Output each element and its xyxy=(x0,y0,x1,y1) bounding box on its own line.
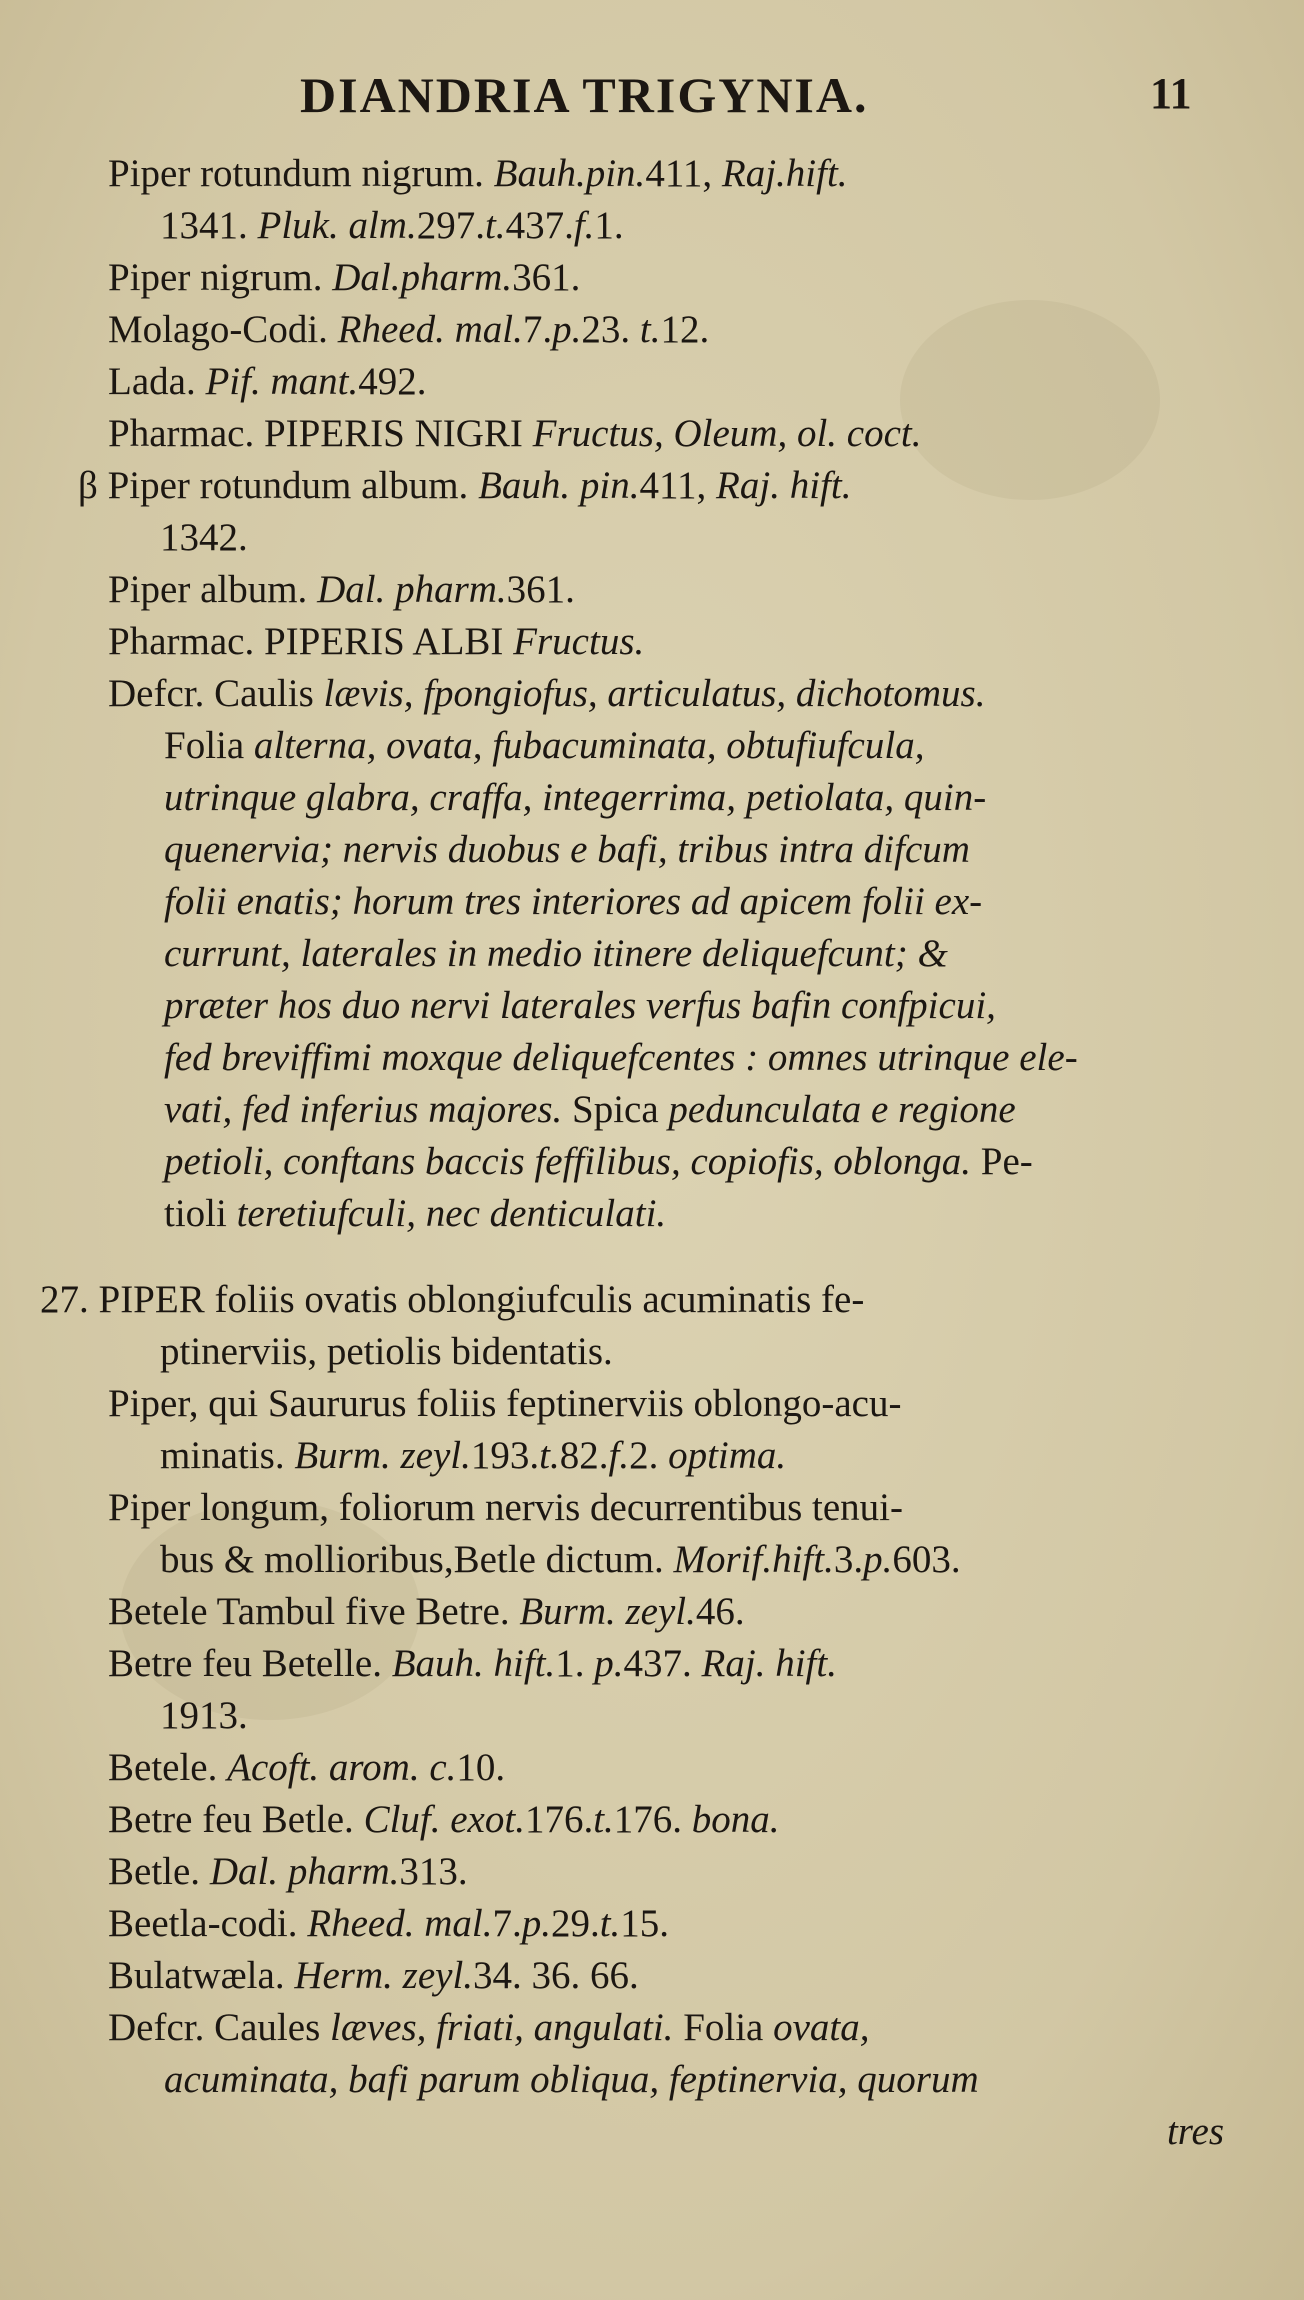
italic-text: ovata, xyxy=(773,2006,870,2049)
text-line xyxy=(0,1950,1304,2002)
roman-text: minatis. xyxy=(160,1434,295,1477)
italic-text: præter hos duo nervi laterales verfus bafin confpicui, xyxy=(164,984,996,1027)
italic-text: læves, friati, angulati. xyxy=(330,2006,684,2049)
text-line xyxy=(0,772,1304,824)
italic-text: f. xyxy=(608,1434,630,1477)
page-header xyxy=(0,60,1304,130)
text-line xyxy=(0,1084,1304,1136)
italic-text: Bauh. pin. xyxy=(478,464,640,507)
roman-text: 15. xyxy=(620,1902,670,1945)
italic-text: quenervia; nervis duobus e bafi, tribus intra difcum xyxy=(164,828,970,871)
text-line xyxy=(0,1690,1304,1742)
text-line xyxy=(0,1136,1304,1188)
text-line xyxy=(0,1326,1304,1378)
roman-text: Piper album. xyxy=(108,568,318,611)
page-number: 11 xyxy=(1150,69,1192,118)
roman-text: Pharmac. PIPERIS ALBI xyxy=(108,620,514,663)
roman-text: Piper nigrum. xyxy=(108,256,333,299)
roman-text: Betele Tambul five Betre. xyxy=(108,1590,520,1633)
text-line xyxy=(0,356,1304,408)
italic-text: lævis, fpongiofus, articulatus, dichotomus. xyxy=(323,672,986,715)
italic-text: Pluk. alm. xyxy=(257,204,417,247)
roman-text: Defcr. Caulis xyxy=(108,672,324,715)
text-line xyxy=(0,148,1304,200)
roman-text: Betre feu Betle. xyxy=(108,1798,364,1841)
roman-text: 1913. xyxy=(160,1694,248,1737)
text-line xyxy=(0,1378,1304,1430)
roman-text: 10. xyxy=(456,1746,506,1789)
italic-text: Burm. zeyl. xyxy=(294,1434,471,1477)
roman-text: 82. xyxy=(559,1434,609,1477)
roman-text: 437. xyxy=(623,1642,702,1685)
roman-text: 437. xyxy=(505,204,574,247)
roman-text: Beetla-codi. xyxy=(108,1902,308,1945)
italic-text: t. xyxy=(593,1798,614,1841)
roman-text: ptinerviis, petiolis bidentatis. xyxy=(160,1330,613,1373)
roman-text: 23. xyxy=(581,308,640,351)
roman-text: Bulatwæla. xyxy=(108,1954,295,1997)
italic-text: bona. xyxy=(691,1798,780,1841)
italic-text: t. xyxy=(484,204,506,247)
italic-text: fed breviffimi moxque deliquefcentes : omnes utrinque ele- xyxy=(164,1036,1078,1079)
roman-text: 361. xyxy=(506,568,575,611)
text-line xyxy=(0,1846,1304,1898)
roman-text: 1. xyxy=(594,204,624,247)
text-line xyxy=(0,512,1304,564)
italic-text: Bauh. hift. xyxy=(391,1642,556,1685)
roman-text: 29. xyxy=(550,1902,600,1945)
italic-text: tres xyxy=(1166,2110,1224,2153)
roman-text: Piper rotundum nigrum. xyxy=(108,152,494,195)
roman-text: 12. xyxy=(660,308,710,351)
italic-text: Dal. pharm. xyxy=(209,1850,400,1893)
roman-text: β Piper rotundum album. xyxy=(78,464,479,507)
roman-text: Molago-Codi. xyxy=(108,308,338,351)
roman-text: tioli xyxy=(164,1192,237,1235)
roman-text: Pharmac. PIPERIS NIGRI xyxy=(108,412,533,455)
roman-text: 361. xyxy=(512,256,581,299)
text-line xyxy=(0,1586,1304,1638)
italic-text: p. xyxy=(594,1642,624,1685)
text-line xyxy=(0,1638,1304,1690)
roman-text: Spica xyxy=(572,1088,669,1131)
italic-text: p. xyxy=(521,1902,551,1945)
italic-text: utrinque glabra, craffa, integerrima, petiolata, quin- xyxy=(164,776,987,819)
italic-text: t. xyxy=(599,1902,621,1945)
italic-text: teretiufculi, nec denticulati. xyxy=(236,1192,667,1235)
italic-text: Acoft. arom. c. xyxy=(227,1746,457,1789)
italic-text: Pif. mant. xyxy=(205,360,359,403)
roman-text: bus & mollioribus,Betle dictum. xyxy=(160,1538,674,1581)
roman-text: Folia xyxy=(683,2006,774,2049)
roman-text: 7. xyxy=(492,1902,522,1945)
italic-text: folii enatis; horum tres interiores ad apicem folii ex- xyxy=(164,880,983,923)
roman-text: 411, xyxy=(645,152,722,195)
text-line xyxy=(0,1898,1304,1950)
italic-text: currunt, laterales in medio itinere deliquefcunt; & xyxy=(164,932,948,975)
roman-text: Pe- xyxy=(980,1140,1033,1183)
text-line xyxy=(0,876,1304,928)
body-text xyxy=(0,148,1304,2158)
roman-text: 297. xyxy=(416,204,485,247)
roman-text: 1342. xyxy=(160,516,248,559)
italic-text: t. xyxy=(539,1434,560,1477)
text-line xyxy=(0,2054,1304,2106)
italic-text: Fructus, Oleum, ol. coct. xyxy=(532,412,922,455)
roman-text: Betle. xyxy=(108,1850,210,1893)
roman-text: 27. PIPER foliis ovatis oblongiufculis acuminatis fe- xyxy=(40,1278,865,1321)
text-line xyxy=(0,460,1304,512)
roman-text: Betre feu Betelle. xyxy=(108,1642,392,1685)
italic-text: petioli, conftans baccis feffilibus, copiofis, oblonga. xyxy=(164,1140,981,1183)
text-line xyxy=(0,1274,1304,1326)
text-line xyxy=(0,2002,1304,2054)
roman-text: Piper, qui Saururus foliis feptinerviis oblongo-acu- xyxy=(108,1382,902,1425)
italic-text: Cluf. exot. xyxy=(363,1798,525,1841)
italic-text: Raj. hift. xyxy=(716,464,852,507)
text-line xyxy=(0,2106,1304,2158)
text-line xyxy=(0,252,1304,304)
italic-text: Rheed. mal. xyxy=(337,308,523,351)
text-line xyxy=(0,1742,1304,1794)
italic-text: p. xyxy=(863,1538,893,1581)
italic-text: f. xyxy=(573,204,595,247)
text-line xyxy=(0,200,1304,252)
text-line xyxy=(0,1534,1304,1586)
italic-text: Raj. hift. xyxy=(701,1642,837,1685)
text-line xyxy=(0,824,1304,876)
text-line xyxy=(0,1032,1304,1084)
italic-text: Dal. pharm. xyxy=(317,568,507,611)
roman-text: Piper longum, foliorum nervis decurrentibus tenui- xyxy=(108,1486,904,1529)
italic-text: Fructus. xyxy=(513,620,645,663)
roman-text: 603. xyxy=(892,1538,961,1581)
italic-text: p. xyxy=(552,308,582,351)
text-line xyxy=(0,1794,1304,1846)
italic-text: t. xyxy=(639,308,661,351)
text-line xyxy=(0,928,1304,980)
roman-text: 411, xyxy=(639,464,717,507)
italic-text: Bauh.pin. xyxy=(493,152,646,195)
roman-text: Lada. xyxy=(108,360,206,403)
text-line xyxy=(0,616,1304,668)
roman-text: 2. xyxy=(629,1434,669,1477)
text-line xyxy=(0,408,1304,460)
italic-text: Burm. zeyl. xyxy=(519,1590,696,1633)
roman-text: 3. xyxy=(833,1538,864,1581)
roman-text: Defcr. Caules xyxy=(108,2006,331,2049)
italic-text: Rheed. mal. xyxy=(307,1902,493,1945)
italic-text: Dal.pharm. xyxy=(332,256,513,299)
roman-text: 176. xyxy=(524,1798,594,1841)
italic-text: acuminata, bafi parum obliqua, feptinervia, quorum xyxy=(164,2058,979,2101)
italic-text: alterna, ovata, fubacuminata, obtufiufcula, xyxy=(253,724,925,767)
roman-text: Betele. xyxy=(108,1746,228,1789)
italic-text: optima. xyxy=(668,1434,787,1477)
text-line xyxy=(0,668,1304,720)
text-line xyxy=(0,304,1304,356)
roman-text: 1341. xyxy=(160,204,258,247)
running-head: DIANDRIA TRIGYNIA. xyxy=(300,67,869,123)
text-line xyxy=(0,1188,1304,1240)
roman-text: 313. xyxy=(399,1850,468,1893)
italic-text: Raj.hift. xyxy=(721,152,848,195)
roman-text: Folia xyxy=(164,724,254,767)
italic-text: Morif.hift. xyxy=(673,1538,834,1581)
roman-text: 193. xyxy=(470,1434,540,1477)
text-line xyxy=(0,1482,1304,1534)
italic-text: pedunculata e regione xyxy=(668,1088,1016,1131)
roman-text: 176. xyxy=(613,1798,692,1841)
text-line xyxy=(0,980,1304,1032)
roman-text: 1. xyxy=(555,1642,595,1685)
italic-text: Herm. zeyl. xyxy=(294,1954,474,1997)
text-line xyxy=(0,564,1304,616)
italic-text: vati, fed inferius majores. xyxy=(164,1088,573,1131)
roman-text: 34. 36. 66. xyxy=(473,1954,639,1997)
text-line xyxy=(0,1430,1304,1482)
text-line xyxy=(0,720,1304,772)
roman-text: 7. xyxy=(522,308,553,351)
roman-text: 46. xyxy=(695,1590,745,1633)
roman-text: 492. xyxy=(358,360,427,403)
